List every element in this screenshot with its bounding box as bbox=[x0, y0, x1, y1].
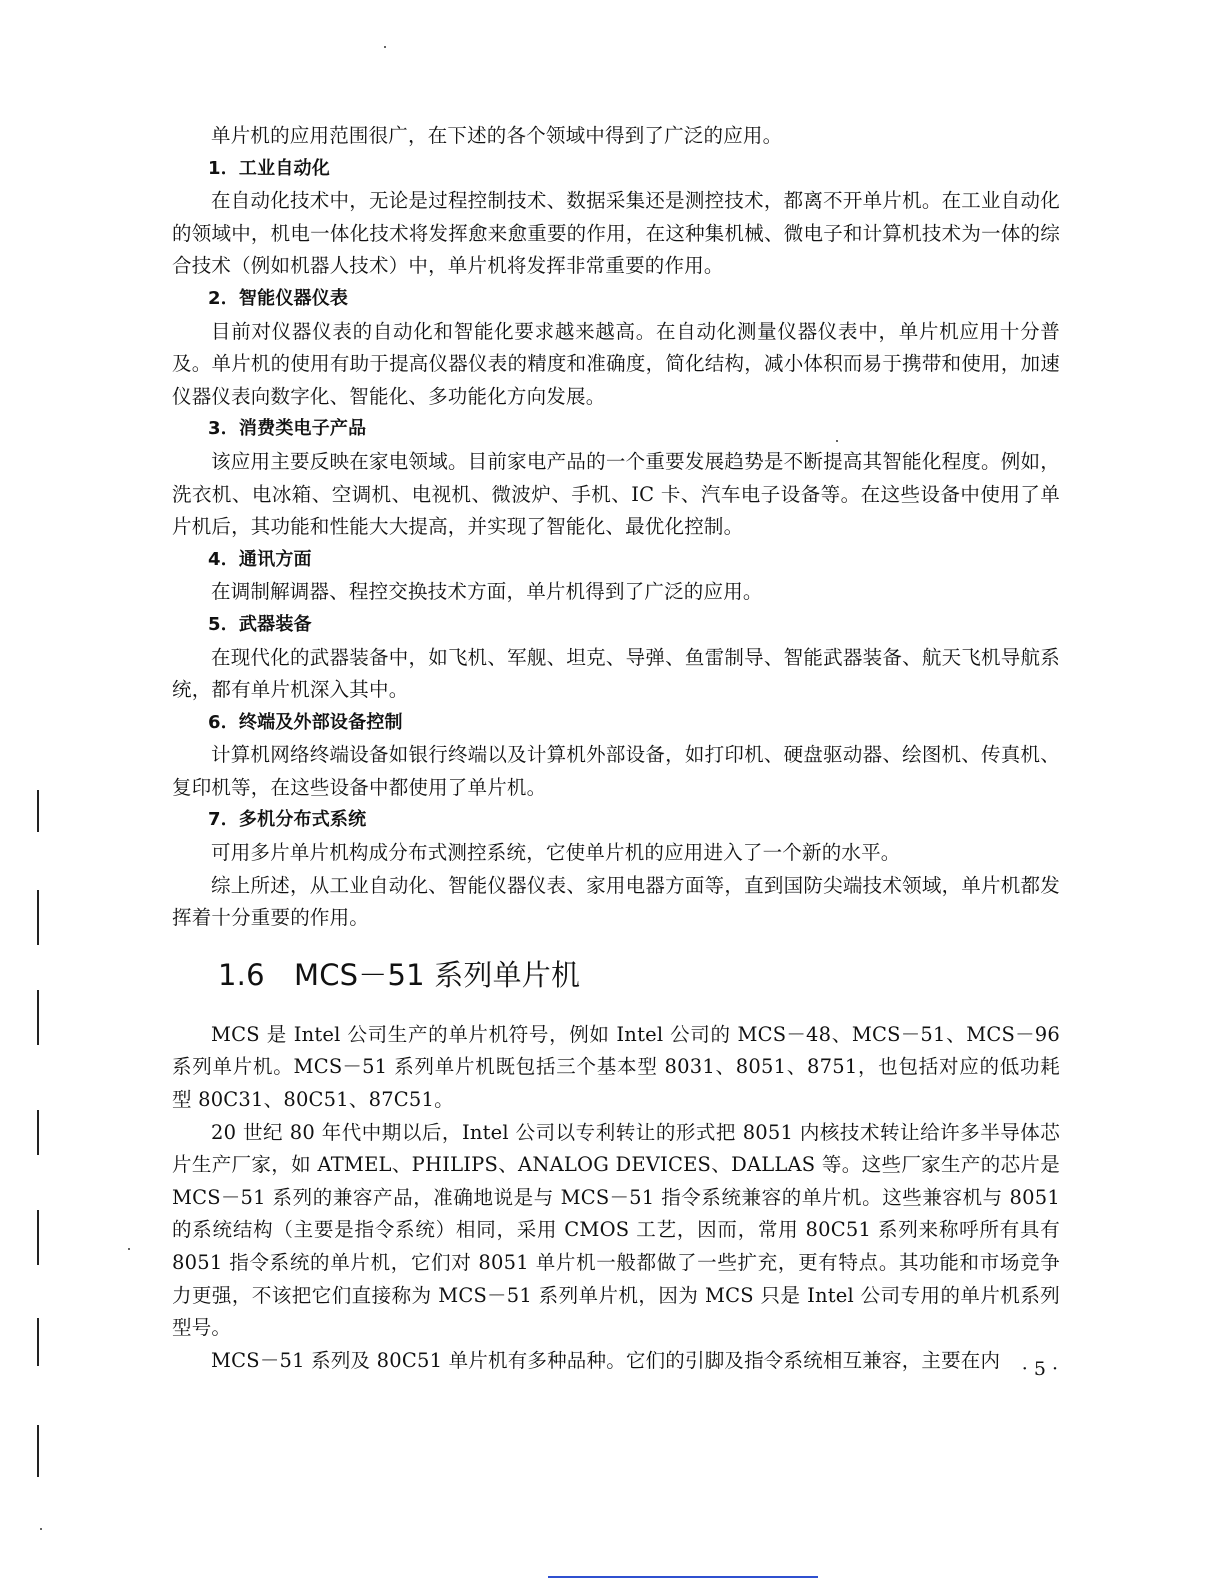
item-heading-consumer-electronics: 3．消费类电子产品 bbox=[208, 418, 367, 440]
item-text-industrial-automation: 在自动化技术中，无论是过程控制技术、数据采集还是测控技术，都离不开单片机。在工业自动化的领域中，机电一体化技术将发挥愈来愈重要的作用，在这种集机械、微电子和计算机技术为一体的综合技术（例如机器人技术）中，单片机将发挥非常重要的作用。 bbox=[172, 189, 1060, 278]
section-paragraph-2: 20 世纪 80 年代中期以后，Intel 公司以专利转让的形式把 8051 内核技术转让给许多半导体芯片生产厂家，如 ATMEL、PHILIPS、ANALOG DEVICES、DALLAS 等。这些厂家生产的芯片是 MCS－51 系列的兼容产品，准确地说是与 MCS－51 指令系统兼容的单片机。这些兼容机与 8051 的系统结构（主要是指令系统）相同，采用 CMOS 工艺，因而，常用 80C51 系列来称呼所有具有 8051 指令系统的单片机，它们对 8051 单片机一般都做了一些扩充，更有特点。其功能和市场竞争力更强，不该把它们直接称为 MCS－51 系列单片机，因为 MCS 只是 Intel 公司专用的单片机系列型号。 bbox=[172, 1120, 1060, 1340]
section-title bbox=[172, 957, 1060, 993]
scan-artifact-mark bbox=[37, 1110, 39, 1155]
item-heading-terminal-peripherals: 6．终端及外部设备控制 bbox=[208, 711, 403, 733]
scan-artifact-mark bbox=[37, 890, 39, 945]
scan-artifact-dot bbox=[836, 440, 838, 442]
footer-link-underline bbox=[548, 1576, 818, 1578]
item-heading-smart-instruments: 2．智能仪器仪表 bbox=[208, 287, 349, 309]
section-paragraph-3: MCS－51 系列及 80C51 单片机有多种品种。它们的引脚及指令系统相互兼容，主要在内 bbox=[211, 1348, 1001, 1372]
page-body bbox=[172, 120, 1060, 1377]
item-text-terminal-peripherals: 计算机网络终端设备如银行终端以及计算机外部设备，如打印机、硬盘驱动器、绘图机、传真机、复印机等，在这些设备中都使用了单片机。 bbox=[172, 743, 1060, 799]
scan-artifact-mark bbox=[37, 790, 39, 832]
item-heading-industrial-automation: 1．工业自动化 bbox=[208, 157, 330, 179]
section-heading-text: MCS－51 系列单片机 bbox=[294, 957, 581, 992]
item-text-communications: 在调制解调器、程控交换技术方面，单片机得到了广泛的应用。 bbox=[211, 580, 763, 604]
scan-artifact-mark bbox=[37, 1425, 39, 1477]
item-text-distributed-system: 可用多片单片机构成分布式测控系统，它使单片机的应用进入了一个新的水平。 bbox=[211, 841, 901, 865]
item-text-consumer-electronics: 该应用主要反映在家电领域。目前家电产品的一个重要发展趋势是不断提高其智能化程度。例如，洗衣机、电冰箱、空调机、电视机、微波炉、手机、IC 卡、汽车电子设备等。在这些设备中使用了单片机后，其功能和性能大大提高，并实现了智能化、最优化控制。 bbox=[172, 449, 1060, 539]
item-text-smart-instruments: 目前对仪器仪表的自动化和智能化要求越来越高。在自动化测量仪器仪表中，单片机应用十分普及。单片机的使用有助于提高仪器仪表的精度和准确度，简化结构，减小体积而易于携带和使用，加速仪器仪表向数字化、智能化、多功能化方向发展。 bbox=[172, 319, 1060, 408]
page-number: · 5 · bbox=[1021, 1358, 1058, 1380]
scan-artifact-dot bbox=[128, 1248, 130, 1250]
scan-artifact-mark bbox=[37, 1210, 39, 1265]
section-paragraph-1: MCS 是 Intel 公司生产的单片机符号，例如 Intel 公司的 MCS－48、MCS－51、MCS－96 系列单片机。MCS－51 系列单片机既包括三个基本型 8031、8051、8751，也包括对应的低功耗型 80C31、80C51、87C51。 bbox=[172, 1022, 1060, 1112]
item-heading-weapons: 5．武器装备 bbox=[208, 613, 312, 635]
scan-artifact-mark bbox=[37, 990, 39, 1045]
scan-artifact-dot bbox=[40, 1528, 42, 1530]
section-number: 1.6 bbox=[218, 957, 265, 992]
scan-artifact-mark bbox=[37, 1318, 39, 1366]
item-text-weapons: 在现代化的武器装备中，如飞机、军舰、坦克、导弹、鱼雷制导、智能武器装备、航天飞机导航系统，都有单片机深入其中。 bbox=[172, 645, 1060, 702]
scan-artifact-dot bbox=[384, 46, 386, 48]
item-heading-distributed-system: 7．多机分布式系统 bbox=[208, 809, 367, 831]
item-heading-communications: 4．通讯方面 bbox=[208, 548, 312, 570]
intro-paragraph: 单片机的应用范围很广，在下述的各个领域中得到了广泛的应用。 bbox=[211, 124, 783, 147]
summary-paragraph: 综上所述，从工业自动化、智能仪器仪表、家用电器方面等，直到国防尖端技术领域，单片机都发挥着十分重要的作用。 bbox=[172, 873, 1060, 930]
